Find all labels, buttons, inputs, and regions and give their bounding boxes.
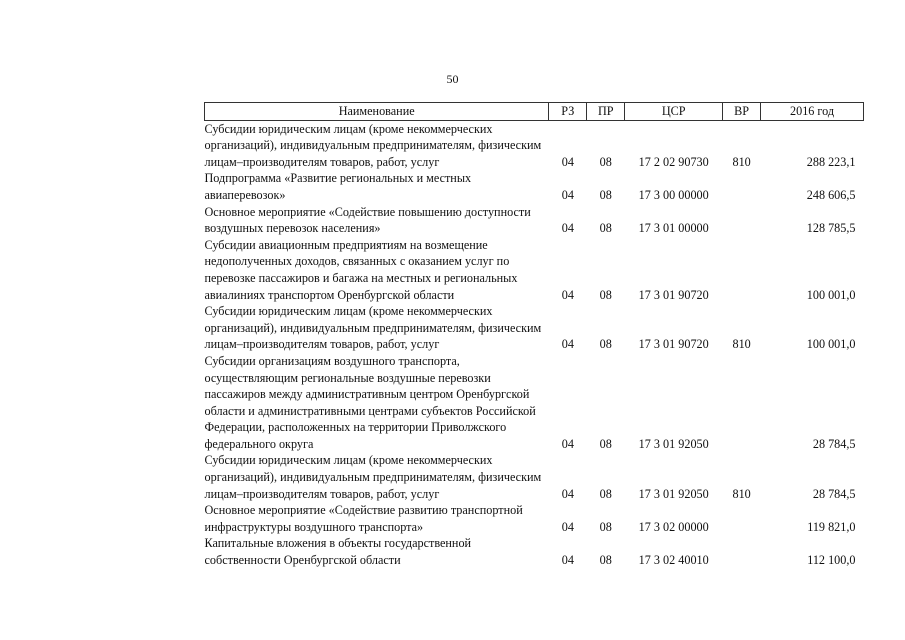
row-rz: 04 [561,287,574,302]
row-rz: 04 [561,486,574,501]
row-name: Субсидии организациям воздушного транспорта, осуществляющим региональные воздушные перевозки пассажиров между административным центром Оренбургской области и административными центрами субъектов Российской Федерации, расположенных на территории Приволжского федерального округа [204,353,536,451]
row-csr: 17 3 02 40010 [638,553,709,568]
budget-table [204,102,864,569]
row-amount: 100 001,0 [806,337,856,352]
row-pr: 08 [599,436,612,451]
row-pr: 08 [599,519,612,534]
table-row [205,452,864,502]
table-row [205,502,864,535]
row-pr: 08 [599,337,612,352]
row-vr: 810 [732,337,751,352]
table-row [205,237,864,303]
row-amount: 128 785,5 [806,221,856,236]
header-pr: ПР [587,103,625,121]
table-row [205,303,864,353]
row-csr: 17 3 01 90720 [638,287,709,302]
row-vr [723,237,761,303]
row-csr: 17 3 00 00000 [638,187,709,202]
table-row [205,353,864,453]
row-csr: 17 3 01 92050 [638,436,709,451]
row-vr [723,353,761,453]
header-csr: ЦСР [625,103,723,121]
row-name: Основное мероприятие «Содействие развитию транспортной инфраструктуры воздушного транспорта» [204,503,523,534]
header-vr: ВР [723,103,761,121]
row-rz: 04 [561,221,574,236]
row-name: Субсидии юридическим лицам (кроме некоммерческих организаций), индивидуальным предпринимателям, физическим лицам–производителям товаров, работ, услуг [204,304,542,352]
row-amount: 28 784,5 [812,486,856,501]
row-amount: 100 001,0 [806,287,856,302]
row-rz: 04 [561,436,574,451]
row-rz: 04 [561,187,574,202]
table-row [205,535,864,568]
row-csr: 17 2 02 90730 [638,154,709,169]
table-row [205,120,864,170]
row-pr: 08 [599,154,612,169]
row-rz: 04 [561,519,574,534]
row-pr: 08 [599,486,612,501]
row-amount: 28 784,5 [812,436,856,451]
table-row [205,204,864,237]
row-pr: 08 [599,287,612,302]
row-vr [723,170,761,203]
row-pr: 08 [599,553,612,568]
header-name: Наименование [205,103,549,121]
row-rz: 04 [561,337,574,352]
row-csr: 17 3 01 92050 [638,486,709,501]
row-name: Субсидии юридическим лицам (кроме некоммерческих организаций), индивидуальным предпринимателям, физическим лицам–производителям товаров, работ, услуг [204,121,542,169]
row-rz: 04 [561,154,574,169]
row-name: Подпрограмма «Развитие региональных и местных авиаперевозок» [204,171,472,202]
row-name: Капитальные вложения в объекты государственной собственности Оренбургской области [204,536,472,568]
row-pr: 08 [599,221,612,236]
header-year: 2016 год [761,103,864,121]
row-vr [723,535,761,568]
row-csr: 17 3 01 00000 [638,221,709,236]
row-vr: 810 [732,486,751,501]
table-header-row [205,103,864,121]
row-amount: 112 100,0 [807,553,856,568]
row-amount: 119 821,0 [807,519,856,534]
page-number: 50 [446,72,459,86]
table-row [205,170,864,203]
row-amount: 288 223,1 [806,154,856,169]
header-rz: РЗ [549,103,587,121]
row-vr [723,502,761,535]
row-vr [723,204,761,237]
row-rz: 04 [561,553,574,568]
row-csr: 17 3 01 90720 [638,337,709,352]
row-name: Субсидии юридическим лицам (кроме некоммерческих организаций), индивидуальным предпринимателям, физическим лицам–производителям товаров, работ, услуг [204,453,542,501]
row-name: Основное мероприятие «Содействие повышению доступности воздушных перевозок населения» [204,204,531,236]
row-amount: 248 606,5 [806,187,856,202]
row-csr: 17 3 02 00000 [638,519,709,534]
row-name: Субсидии авиационным предприятиям на возмещение недополученных доходов, связанных с оказанием услуг по перевозке пассажиров и багажа на местных и региональных авиалиниях транспортом Оренбургской области [204,237,518,302]
row-vr: 810 [732,154,751,169]
row-pr: 08 [599,187,612,202]
